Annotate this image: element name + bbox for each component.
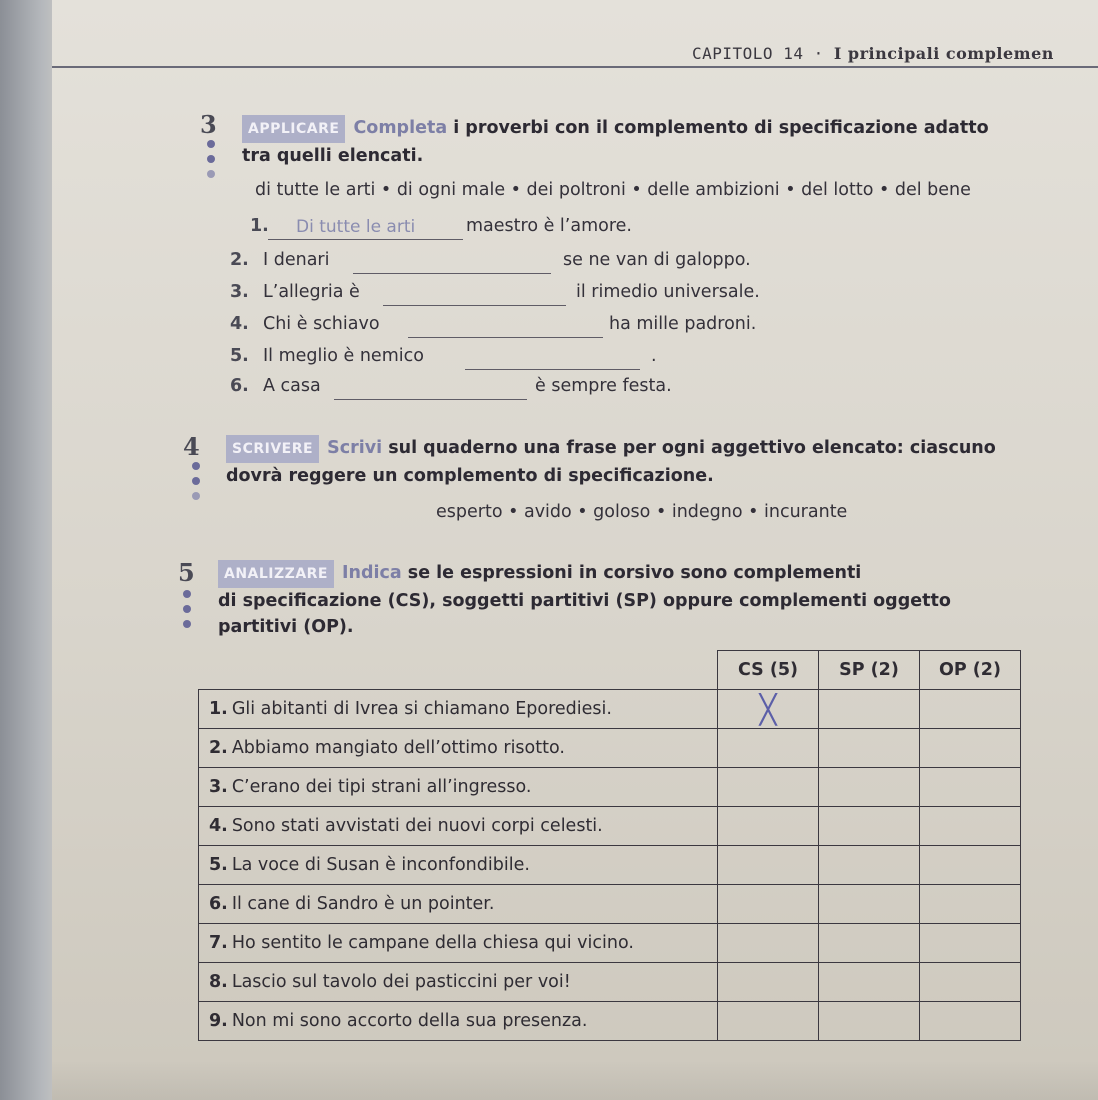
filled-answer: Di tutte le arti bbox=[296, 217, 416, 237]
proverb-end: il rimedio universale. bbox=[576, 282, 760, 302]
table-row bbox=[199, 807, 1021, 846]
table-row bbox=[199, 924, 1021, 963]
sentence-cell bbox=[199, 924, 718, 963]
item-number bbox=[230, 250, 255, 270]
sentence-number: 6. bbox=[209, 894, 228, 914]
answer-cell-sp[interactable] bbox=[819, 885, 920, 924]
answer-cell-sp[interactable] bbox=[819, 768, 920, 807]
answer-blank[interactable] bbox=[465, 368, 640, 370]
column-header-sp: SP (2) bbox=[819, 651, 920, 690]
answer-cell-op[interactable] bbox=[920, 885, 1021, 924]
answer-cell-op[interactable] bbox=[920, 1002, 1021, 1041]
running-head bbox=[692, 44, 1054, 63]
difficulty-dot bbox=[192, 477, 200, 485]
sentence-cell bbox=[199, 807, 718, 846]
answer-blank[interactable] bbox=[268, 238, 463, 240]
table-row bbox=[199, 963, 1021, 1002]
proverb-end: è sempre festa. bbox=[535, 376, 672, 396]
sentence-text: La voce di Susan è inconfondibile. bbox=[231, 855, 530, 875]
sentence-cell bbox=[199, 885, 718, 924]
instruction-line-3: partitivi (OP). bbox=[218, 617, 354, 637]
instruction-line-2: tra quelli elencati. bbox=[242, 146, 424, 166]
difficulty-dot bbox=[183, 590, 191, 598]
exercise-3-instruction bbox=[242, 115, 1082, 169]
sentence-text: Il cane di Sandro è un pointer. bbox=[231, 894, 495, 914]
table-row bbox=[199, 768, 1021, 807]
exercise-4-instruction bbox=[226, 435, 1086, 489]
proverb-start: Il meglio è nemico bbox=[263, 346, 424, 366]
answer-cell-sp[interactable] bbox=[819, 963, 920, 1002]
sentence-number: 7. bbox=[209, 933, 228, 953]
sentence-cell bbox=[199, 1002, 718, 1041]
sentence-cell bbox=[199, 768, 718, 807]
answer-cell-sp[interactable] bbox=[819, 1002, 920, 1041]
proverb-start: I denari bbox=[263, 250, 330, 270]
exercise-3-word-bank: di tutte le arti • di ogni male • dei poltroni • delle ambizioni • del lotto • del bene bbox=[255, 180, 971, 200]
sentence-text: C’erano dei tipi strani all’ingresso. bbox=[231, 777, 532, 797]
table-corner bbox=[199, 651, 718, 690]
answer-blank[interactable] bbox=[334, 398, 527, 400]
sentence-cell bbox=[199, 963, 718, 1002]
answer-cell-sp[interactable] bbox=[819, 807, 920, 846]
sentence-text: Sono stati avvistati dei nuovi corpi celesti. bbox=[231, 816, 603, 836]
exercise-5-instruction bbox=[218, 560, 1088, 640]
item-number bbox=[230, 346, 255, 366]
sentence-number: 9. bbox=[209, 1011, 228, 1031]
answer-cell-sp[interactable] bbox=[819, 690, 920, 729]
exercise-5-difficulty bbox=[183, 590, 193, 635]
table-row bbox=[199, 729, 1021, 768]
proverb-start: A casa bbox=[263, 376, 321, 396]
table-header-row bbox=[199, 651, 1021, 690]
answer-cell-op[interactable] bbox=[920, 963, 1021, 1002]
instruction-line-2: dovrà reggere un complemento di specificazione. bbox=[226, 466, 714, 486]
column-header-cs: CS (5) bbox=[718, 651, 819, 690]
difficulty-dot bbox=[192, 492, 200, 500]
proverb-end: ha mille padroni. bbox=[609, 314, 757, 334]
table-row bbox=[199, 846, 1021, 885]
answer-cell-sp[interactable] bbox=[819, 846, 920, 885]
sentence-number: 3. bbox=[209, 777, 228, 797]
sentence-cell bbox=[199, 729, 718, 768]
sentence-number: 5. bbox=[209, 855, 228, 875]
answer-cell-sp[interactable] bbox=[819, 729, 920, 768]
difficulty-dot bbox=[207, 170, 215, 178]
sentence-number: 8. bbox=[209, 972, 228, 992]
item-number bbox=[230, 376, 255, 396]
table-row bbox=[199, 690, 1021, 729]
exercise-5-badge: ANALIZZARE bbox=[218, 560, 334, 588]
sentence-cell bbox=[199, 690, 718, 729]
sentence-text: Ho sentito le campane della chiesa qui vicino. bbox=[231, 933, 634, 953]
answer-cell-op[interactable] bbox=[920, 729, 1021, 768]
item-number-label: 6. bbox=[230, 376, 249, 396]
difficulty-dot bbox=[183, 605, 191, 613]
answer-cell-cs[interactable] bbox=[718, 885, 819, 924]
instruction-line-2: di specificazione (CS), soggetti partitivi (SP) oppure complementi oggetto bbox=[218, 591, 951, 611]
proverb-start: L’allegria è bbox=[263, 282, 360, 302]
item-number-label: 4. bbox=[230, 314, 249, 334]
chapter-title: I principali complemen bbox=[833, 44, 1054, 63]
exercise-5-table bbox=[198, 650, 1021, 1041]
exercise-4-difficulty bbox=[192, 462, 202, 507]
answer-cell-cs[interactable] bbox=[718, 729, 819, 768]
sentence-text: Lascio sul tavolo dei pasticcini per voi! bbox=[231, 972, 571, 992]
instruction-verb: Completa bbox=[353, 118, 448, 138]
sentence-text: Non mi sono accorto della sua presenza. bbox=[231, 1011, 588, 1031]
sentence-number: 1. bbox=[209, 699, 228, 719]
instruction-verb: Scrivi bbox=[327, 438, 383, 458]
answer-cell-sp[interactable] bbox=[819, 924, 920, 963]
exercise-4-number: 4 bbox=[183, 432, 200, 461]
answer-cell-cs[interactable] bbox=[718, 1002, 819, 1041]
item-number-label: 1. bbox=[250, 216, 269, 236]
table-row bbox=[199, 1002, 1021, 1041]
answer-cell-cs[interactable] bbox=[718, 963, 819, 1002]
answer-cell-op[interactable] bbox=[920, 924, 1021, 963]
answer-blank[interactable] bbox=[383, 304, 566, 306]
item-number bbox=[230, 314, 255, 334]
instruction-text: se le espressioni in corsivo sono complementi bbox=[401, 563, 862, 583]
answer-cell-op[interactable] bbox=[920, 768, 1021, 807]
instruction-text: i proverbi con il complemento di specificazione adatto bbox=[447, 118, 989, 138]
answer-cell-op[interactable] bbox=[920, 846, 1021, 885]
answer-cell-cs[interactable] bbox=[718, 924, 819, 963]
answer-cell-op[interactable] bbox=[920, 807, 1021, 846]
proverb-end: maestro è l’amore. bbox=[466, 216, 632, 236]
sentence-text: Gli abitanti di Ivrea si chiamano Eporediesi. bbox=[231, 699, 612, 719]
answer-cell-cs[interactable] bbox=[718, 768, 819, 807]
item-number bbox=[230, 282, 255, 302]
exercise-3-badge: APPLICARE bbox=[242, 115, 345, 143]
answer-blank[interactable] bbox=[408, 336, 603, 338]
exercise-4-badge: SCRIVERE bbox=[226, 435, 319, 463]
answer-cell-cs[interactable] bbox=[718, 846, 819, 885]
table-row bbox=[199, 885, 1021, 924]
instruction-verb: Indica bbox=[342, 563, 402, 583]
sentence-text: Abbiamo mangiato dell’ottimo risotto. bbox=[231, 738, 565, 758]
proverb-end: . bbox=[651, 346, 657, 366]
sentence-number: 4. bbox=[209, 816, 228, 836]
exercise-3-difficulty bbox=[207, 140, 217, 185]
item-number-label: 3. bbox=[230, 282, 249, 302]
header-rule bbox=[52, 66, 1098, 68]
proverb-end: se ne van di galoppo. bbox=[563, 250, 751, 270]
instruction-text: sul quaderno una frase per ogni aggettivo elencato: ciascuno bbox=[382, 438, 996, 458]
proverb-start: Chi è schiavo bbox=[263, 314, 380, 334]
answer-cell-op[interactable] bbox=[920, 690, 1021, 729]
column-header-op: OP (2) bbox=[920, 651, 1021, 690]
item-number bbox=[250, 216, 275, 236]
sentence-cell bbox=[199, 846, 718, 885]
exercise-3-number: 3 bbox=[200, 110, 217, 139]
difficulty-dot bbox=[207, 155, 215, 163]
difficulty-dot bbox=[192, 462, 200, 470]
difficulty-dot bbox=[207, 140, 215, 148]
answer-cell-cs[interactable]: ╳ bbox=[718, 690, 819, 729]
answer-cell-cs[interactable] bbox=[718, 807, 819, 846]
page-shadow bbox=[52, 1060, 1098, 1100]
item-number-label: 2. bbox=[230, 250, 249, 270]
difficulty-dot bbox=[183, 620, 191, 628]
exercise-5-number: 5 bbox=[178, 558, 195, 587]
item-number-label: 5. bbox=[230, 346, 249, 366]
chapter-label: CAPITOLO 14 · bbox=[692, 44, 824, 63]
answer-blank[interactable] bbox=[353, 272, 551, 274]
sentence-number: 2. bbox=[209, 738, 228, 758]
exercise-4-word-bank: esperto • avido • goloso • indegno • incurante bbox=[436, 502, 848, 522]
